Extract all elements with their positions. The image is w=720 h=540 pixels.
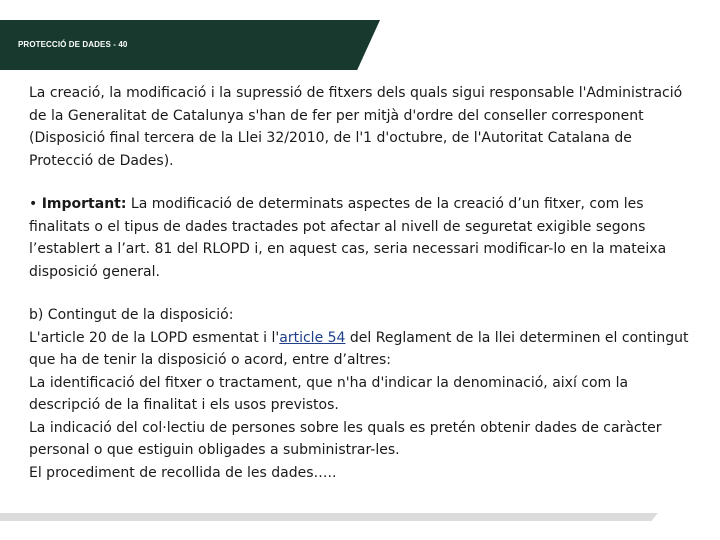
important-text: La modificació de determinats aspectes de la creació d’un fitxer, com les finalitats o el tipus de dades tractades pot afectar al nivell de seguretat exigible segons l’establert a l’art. 81 del RLOPD i, en aquest cas, seria necessari modificar-lo en la mateixa disposició general. [29, 196, 667, 280]
article-post-text: del Reglament de la llei determinen el contingut que ha de tenir la disposició o acord, entre d’altres: [29, 329, 689, 368]
article-paragraph [29, 327, 697, 372]
important-label: Important: [41, 196, 127, 212]
important-note [29, 193, 697, 283]
content-item-procedure: El procediment de recollida de les dades….. [29, 464, 337, 481]
slide-content [29, 82, 697, 484]
section-title: b) Contingut de la disposició: [29, 307, 234, 323]
article-pre-text: L'article 20 de la LOPD esmentat i l' [29, 329, 280, 346]
content-item-collective: La indicació del col·lectiu de persones sobre les quals es pretén obtenir dades de caràcter personal o que estiguin obligades a subministrar-les. [29, 419, 662, 458]
paragraph-creation: La creació, la modificació i la supressió de fitxers dels quals sigui responsable l'Administració de la Generalitat de Catalunya s'han de fer per mitjà d'ordre del conseller corresponent (Disposició final tercera de la Llei 32/2010, de l'1 d'octubre, de l'Autoritat Catalana de Protecció de Dades). [29, 85, 683, 169]
slide-title: PROTECCIÓ DE DADES - 40 [18, 40, 128, 49]
article-54-link[interactable]: article 54 [279, 329, 346, 346]
content-item-identification: La identificació del fitxer o tractament, que n'ha d'indicar la denominació, així com la descripció de la finalitat i els usos previstos. [29, 374, 629, 413]
bullet: • [29, 196, 42, 212]
footer-divider [0, 513, 658, 521]
